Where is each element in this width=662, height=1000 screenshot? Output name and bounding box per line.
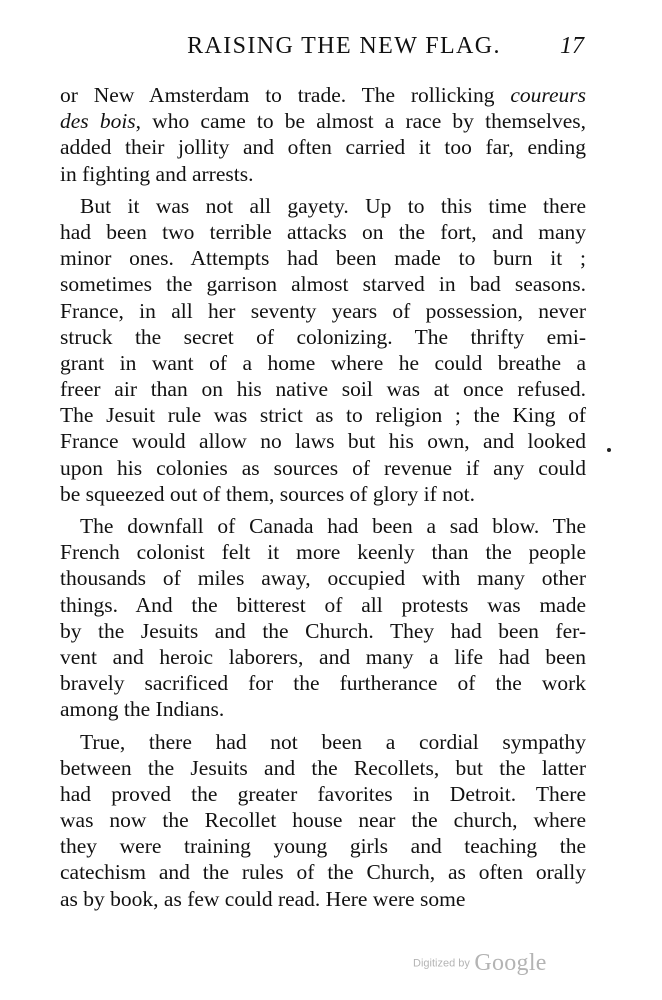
- line-text: minor ones. Attempts had been made to burn it ;: [60, 246, 586, 271]
- running-title: RAISING THE NEW FLAG.: [187, 33, 501, 59]
- line-text: French colonist felt it more keenly than the people: [60, 540, 586, 565]
- text-line: [60, 592, 586, 618]
- text-line: [60, 670, 586, 696]
- text-line: [60, 455, 586, 481]
- line-text: struck the secret of colonizing. The thrifty emi-: [60, 324, 586, 349]
- paragraph: [60, 82, 586, 187]
- text-line: [60, 886, 586, 912]
- text-line: [60, 324, 586, 350]
- text-line: [60, 781, 586, 807]
- text-line: [60, 219, 586, 245]
- text-line: [60, 161, 586, 187]
- line-text: freer air than on his native soil was at once refused.: [60, 377, 586, 402]
- line-text: be squeezed out of them, sources of glory if not.: [60, 481, 475, 506]
- text-line: [60, 618, 586, 644]
- line-text: had proved the greater favorites in Detroit. There: [60, 781, 586, 806]
- line-text: But it was not all gayety. Up to this time there: [80, 193, 586, 218]
- line-text: The downfall of Canada had been a sad blow. The: [80, 514, 586, 538]
- text-line: [60, 807, 586, 833]
- margin-dot: [607, 448, 611, 452]
- text-line: [60, 82, 586, 108]
- line-text: was now the Recollet house near the church, where: [60, 808, 586, 833]
- line-text: among the Indians.: [60, 697, 225, 722]
- line-text: France would allow no laws but his own, and looked: [60, 429, 586, 454]
- paragraph: [60, 193, 586, 507]
- text-line: [60, 481, 586, 507]
- line-text: sometimes the garrison almost starved in bad seasons.: [60, 272, 586, 297]
- text-line: [60, 755, 586, 781]
- line-text: The Jesuit rule was strict as to religion ; the King of: [60, 403, 586, 428]
- line-text: upon his colonies as sources of revenue if any could: [60, 455, 586, 480]
- text-line: [60, 376, 586, 402]
- body-text: [60, 82, 586, 912]
- text-line: [60, 644, 586, 670]
- text-line: [60, 271, 586, 297]
- line-text: True, there had not been a cordial sympathy: [80, 729, 586, 754]
- running-head: [60, 33, 586, 63]
- paragraph: [60, 729, 586, 912]
- line-text: things. And the bitterest of all protests was made: [60, 592, 586, 617]
- line-text: catechism and the rules of the Church, as often orally: [60, 860, 586, 885]
- line-text: they were training young girls and teaching the: [60, 834, 586, 859]
- text-line: [60, 859, 586, 885]
- line-text: grant in want of a home where he could breathe a: [60, 350, 586, 375]
- italic-phrase: coureurs: [510, 83, 586, 107]
- line-text: between the Jesuits and the Recollets, but the latter: [60, 755, 586, 780]
- text-line: [60, 696, 586, 722]
- text-line: [60, 402, 586, 428]
- text-line: [60, 134, 586, 160]
- text-line: [60, 513, 586, 539]
- paragraph: [60, 513, 586, 723]
- line-text: bravely sacrificed for the furtherance of the work: [60, 671, 586, 696]
- text-line: [60, 350, 586, 376]
- text-line: [60, 193, 586, 219]
- text-line: [60, 108, 586, 134]
- watermark-prefix: Digitized by: [413, 957, 470, 970]
- text-line: [60, 539, 586, 565]
- line-text: had been two terrible attacks on the fort, and many: [60, 219, 586, 244]
- google-logo: Google: [474, 950, 547, 976]
- line-text: as by book, as few could read. Here were some: [60, 886, 466, 911]
- page-number: 17: [560, 33, 584, 59]
- text-line: [60, 729, 586, 755]
- text-line: [60, 298, 586, 324]
- line-text: thousands of miles away, occupied with many other: [60, 566, 586, 591]
- text-line: [60, 428, 586, 454]
- digitized-watermark: [413, 950, 547, 977]
- text-line: [60, 245, 586, 271]
- line-text: vent and heroic laborers, and many a life had been: [60, 644, 586, 669]
- line-text: in fighting and arrests.: [60, 161, 254, 186]
- text-line: [60, 565, 586, 591]
- text-line: [60, 833, 586, 859]
- italic-phrase: des bois: [60, 109, 136, 134]
- line-text: or New Amsterdam to trade. The rollicking: [60, 83, 511, 107]
- line-text: added their jollity and often carried it too far, ending: [60, 135, 586, 160]
- line-text: France, in all her seventy years of possession, never: [60, 298, 586, 323]
- line-text: by the Jesuits and the Church. They had been fer-: [60, 618, 586, 643]
- line-text: , who came to be almost a race by themselves,: [135, 109, 586, 134]
